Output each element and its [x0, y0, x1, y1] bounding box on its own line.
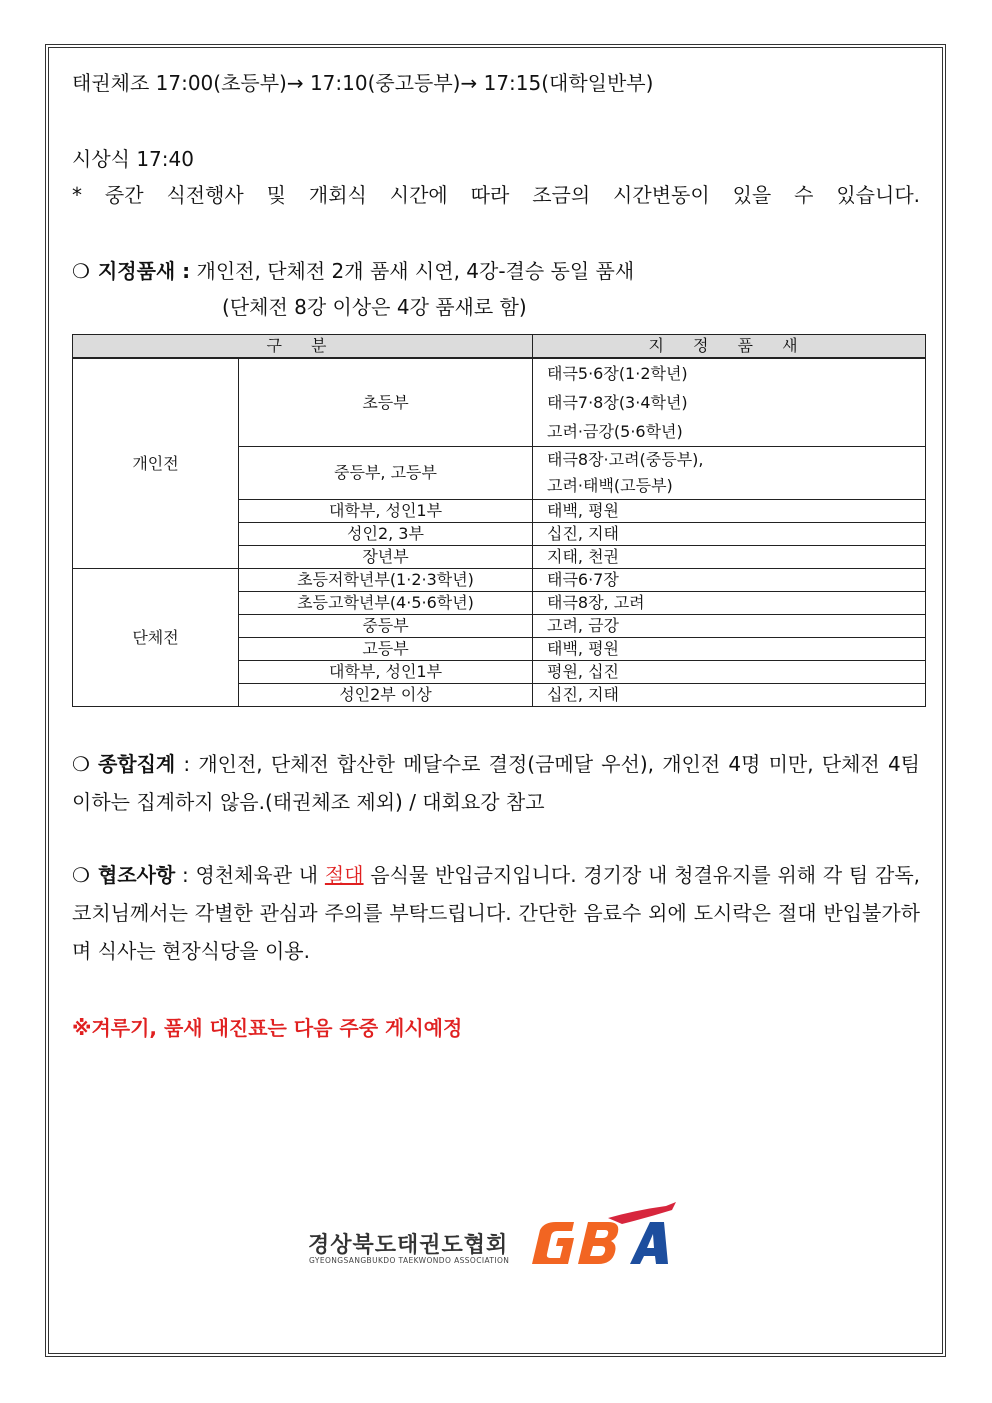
designated-poomsae-section [72, 258, 634, 284]
division-cell: 대학부, 성인1부 [239, 500, 533, 523]
poomsae-line: 태극5·6장(1·2학년) [547, 364, 688, 383]
overall-heading: 종합집계 [97, 752, 176, 776]
table-header-row [73, 335, 926, 359]
poomsae-table [72, 334, 926, 707]
poomsae-line: 고려·태백(고등부) [547, 476, 673, 495]
overall-scoring-section [72, 745, 920, 821]
poomsae-line: 태극8장·고려(중등부), [547, 450, 704, 469]
cooperation-text-before: : 영천체육관 내 [175, 863, 325, 887]
designated-poomsae-subnote: (단체전 8강 이상은 4강 품새로 함) [222, 295, 527, 319]
poomsae-cell: 고려, 금강 [533, 615, 926, 638]
circle-bullet-icon: ❍ [72, 752, 90, 776]
cooperation-text-after: 음식물 반입금지입니다. 경기장 내 청결유지를 위해 각 팀 감독, 코치님께서는 각별한 관심과 주의를 부탁드립니다. 간단한 음료수 외에 도시락은 절대 반입불가하며 식사는 현장식당을 이용. [72, 863, 920, 963]
division-cell: 대학부, 성인1부 [239, 661, 533, 684]
poomsae-cell [533, 447, 926, 500]
overall-text: : 개인전, 단체전 합산한 메달수로 결정(금메달 우선), 개인전 4명 미만, 단체전 4팀 이하는 집계하지 않음.(태권체조 제외) / 대회요강 참고 [72, 752, 920, 814]
bracket-notice: ※겨루기, 품새 대진표는 다음 주중 게시예정 [72, 1016, 463, 1040]
division-cell: 초등저학년부(1·2·3학년) [239, 569, 533, 592]
cooperation-emphasis: 절대 [324, 863, 364, 887]
gbta-logo-icon [526, 1200, 686, 1272]
team-category: 단체전 [73, 569, 239, 707]
poomsae-line: 태극7·8장(3·4학년) [547, 393, 688, 412]
logo-korean-name: 경상북도태권도협회 [308, 1233, 509, 1258]
division-cell: 장년부 [239, 546, 533, 569]
division-cell: 성인2, 3부 [239, 523, 533, 546]
poomsae-cell: 태극8장, 고려 [533, 592, 926, 615]
division-cell: 중등부 [239, 615, 533, 638]
division-cell: 초등부 [239, 358, 533, 447]
circle-bullet-icon: ❍ [72, 863, 90, 887]
designated-poomsae-text: 개인전, 단체전 2개 품새 시연, 4강-결승 동일 품새 [190, 259, 635, 283]
division-cell: 초등고학년부(4·5·6학년) [239, 592, 533, 615]
table-row [73, 358, 926, 447]
division-cell: 고등부 [239, 638, 533, 661]
poomsae-cell: 태극6·7장 [533, 569, 926, 592]
division-cell: 성인2부 이상 [239, 684, 533, 707]
association-logo [308, 1200, 688, 1272]
award-ceremony-time: 시상식 17:40 [72, 147, 194, 171]
individual-category: 개인전 [73, 358, 239, 569]
poomsae-line: 고려·금강(5·6학년) [547, 422, 683, 441]
division-cell: 중등부, 고등부 [239, 447, 533, 500]
taekwon-exercise-schedule: 태권체조 17:00(초등부)→ 17:10(중고등부)→ 17:15(대학일반부) [72, 71, 654, 95]
cooperation-heading: 협조사항 [97, 863, 176, 887]
header-division: 구 분 [73, 335, 533, 359]
poomsae-cell: 지태, 천권 [533, 546, 926, 569]
poomsae-cell: 태백, 평원 [533, 500, 926, 523]
poomsae-cell: 십진, 지태 [533, 523, 926, 546]
circle-bullet-icon: ❍ [72, 259, 90, 283]
poomsae-cell: 십진, 지태 [533, 684, 926, 707]
poomsae-cell: 평원, 십진 [533, 661, 926, 684]
logo-english-name: GYEONGSANGBUKDO TAEKWONDO ASSOCIATION [309, 1256, 510, 1265]
header-poomsae: 지 정 품 새 [533, 335, 926, 359]
time-change-notice: * 중간 식전행사 및 개회식 시간에 따라 조금의 시간변동이 있을 수 있습니다. [72, 183, 920, 207]
table-row [73, 569, 926, 592]
poomsae-cell: 태백, 평원 [533, 638, 926, 661]
cooperation-section [72, 856, 920, 970]
poomsae-cell [533, 358, 926, 447]
designated-poomsae-heading: 지정품새 : [97, 259, 191, 283]
